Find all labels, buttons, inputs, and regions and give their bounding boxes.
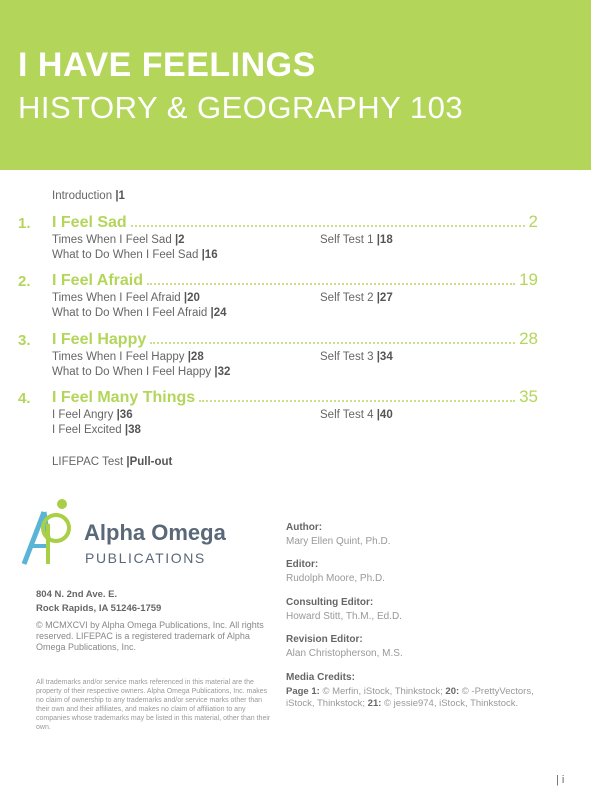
editor-name: Rudolph Moore, Ph.D. <box>286 573 385 584</box>
media-page-21-credit: © jessie974, iStock, Thinkstock. <box>384 698 519 709</box>
toc-unit-4 <box>18 385 538 407</box>
unit-3-self-test <box>320 351 393 363</box>
unit-4-section-1-label: I Feel Angry <box>52 409 114 421</box>
book-title: I HAVE FEELINGS <box>18 46 316 84</box>
unit-4-leader <box>199 400 515 402</box>
media-credits-text <box>286 686 546 710</box>
toc-unit-2 <box>18 268 538 290</box>
unit-3-section-1 <box>52 351 204 363</box>
unit-1-section-2-page: |16 <box>201 249 218 261</box>
revision-editor-name: Alan Christopherson, M.S. <box>286 648 403 659</box>
media-page-20-label: 20: <box>445 686 460 697</box>
toc-intro <box>52 190 125 202</box>
unit-1-leader <box>131 225 525 227</box>
alpha-omega-logo-icon <box>18 498 78 570</box>
publisher-address <box>36 588 161 616</box>
unit-1-section-1-label: Times When I Feel Sad <box>52 234 172 246</box>
media-page-21-label: 21: <box>367 698 382 709</box>
unit-1-section-2 <box>52 249 218 261</box>
unit-1-self-test-label: Self Test 1 <box>320 234 374 246</box>
unit-2-page: 19 <box>519 270 538 289</box>
page-folio: | i <box>556 774 565 786</box>
unit-2-section-1 <box>52 292 200 304</box>
unit-1-title: I Feel Sad <box>52 214 127 231</box>
media-credits-label: Media Credits: <box>286 672 355 683</box>
lifepac-test-label: LIFEPAC Test <box>52 456 124 468</box>
toc-intro-page: |1 <box>115 190 125 202</box>
unit-2-section-2-label: What to Do When I Feel Afraid <box>52 307 208 319</box>
unit-1-section-2-label: What to Do When I Feel Sad <box>52 249 199 261</box>
unit-1-number: 1. <box>18 215 31 232</box>
unit-4-section-2-label: I Feel Excited <box>52 424 122 436</box>
unit-3-section-1-label: Times When I Feel Happy <box>52 351 185 363</box>
publisher-division: PUBLICATIONS <box>85 550 206 566</box>
unit-3-section-2-page: |32 <box>214 366 231 378</box>
unit-2-leader <box>147 283 515 285</box>
unit-2-section-1-page: |20 <box>183 292 200 304</box>
media-page-1-credit: © Merfin, iStock, Thinkstock; <box>322 686 443 697</box>
unit-1-self-test-page: |18 <box>376 234 393 246</box>
unit-4-section-1 <box>52 409 133 421</box>
unit-1-self-test <box>320 234 393 246</box>
unit-4-section-2 <box>52 424 141 436</box>
unit-2-self-test-label: Self Test 2 <box>320 292 374 304</box>
revision-editor-label: Revision Editor: <box>286 634 363 645</box>
unit-2-number: 2. <box>18 273 31 290</box>
unit-1-section-1-page: |2 <box>174 234 185 246</box>
unit-1-page: 2 <box>528 212 538 231</box>
unit-4-section-2-page: |38 <box>124 424 141 436</box>
address-line-1: 804 N. 2nd Ave. E. <box>36 589 118 600</box>
toc-unit-1 <box>18 210 538 232</box>
title-banner <box>0 0 591 170</box>
unit-3-leader <box>150 342 515 344</box>
unit-3-section-2-label: What to Do When I Feel Happy <box>52 366 212 378</box>
author-name: Mary Ellen Quint, Ph.D. <box>286 536 391 547</box>
consulting-editor-name: Howard Stitt, Th.M., Ed.D. <box>286 611 402 622</box>
media-page-1-label: Page 1: <box>286 686 320 697</box>
unit-4-self-test-page: |40 <box>376 409 393 421</box>
media-page-20-credit: © -PrettyVectors, iStock, Thinkstock; <box>286 686 534 709</box>
unit-4-page: 35 <box>519 387 538 406</box>
unit-1-section-1 <box>52 234 185 246</box>
unit-3-section-1-page: |28 <box>187 351 204 363</box>
editor-label: Editor: <box>286 559 319 570</box>
publisher-name: Alpha Omega <box>84 520 226 545</box>
author-label: Author: <box>286 522 323 533</box>
unit-2-title: I Feel Afraid <box>52 272 143 289</box>
unit-3-self-test-page: |34 <box>376 351 393 363</box>
book-subtitle: HISTORY & GEOGRAPHY 103 <box>18 90 464 125</box>
toc-unit-3 <box>18 327 538 349</box>
unit-3-title: I Feel Happy <box>52 331 147 348</box>
unit-3-page: 28 <box>519 329 538 348</box>
unit-2-section-2-page: |24 <box>210 307 227 319</box>
unit-3-number: 3. <box>18 332 31 349</box>
toc-intro-label: Introduction <box>52 190 113 202</box>
unit-4-number: 4. <box>18 390 31 407</box>
unit-2-section-1-label: Times When I Feel Afraid <box>52 292 181 304</box>
consulting-editor-label: Consulting Editor: <box>286 597 374 608</box>
unit-2-section-2 <box>52 307 227 319</box>
address-line-2: Rock Rapids, IA 51246-1759 <box>36 603 162 614</box>
lifepac-test-page: |Pull-out <box>126 456 173 468</box>
unit-4-title: I Feel Many Things <box>52 389 196 406</box>
toc-lifepac-test <box>52 456 172 468</box>
trademark-notice: All trademarks and/or service marks referenced in this material are the property of their respective owners. Alpha Omega Publications, Inc. makes no claim of ownership to any trademarks and/or service marks other than their own and their affiliates, and makes no claim of affiliation to any companies whose trademarks may be listed in this material, other than their own. <box>36 679 271 731</box>
unit-3-self-test-label: Self Test 3 <box>320 351 374 363</box>
copyright-notice: © MCMXCVI by Alpha Omega Publications, Inc. All rights reserved. LIFEPAC is a registered trademark of Alpha Omega Publications, Inc. <box>36 620 264 652</box>
unit-2-self-test <box>320 292 393 304</box>
unit-3-section-2 <box>52 366 230 378</box>
unit-4-self-test-label: Self Test 4 <box>320 409 374 421</box>
unit-4-self-test <box>320 409 393 421</box>
unit-2-self-test-page: |27 <box>376 292 393 304</box>
unit-4-section-1-page: |36 <box>116 409 133 421</box>
